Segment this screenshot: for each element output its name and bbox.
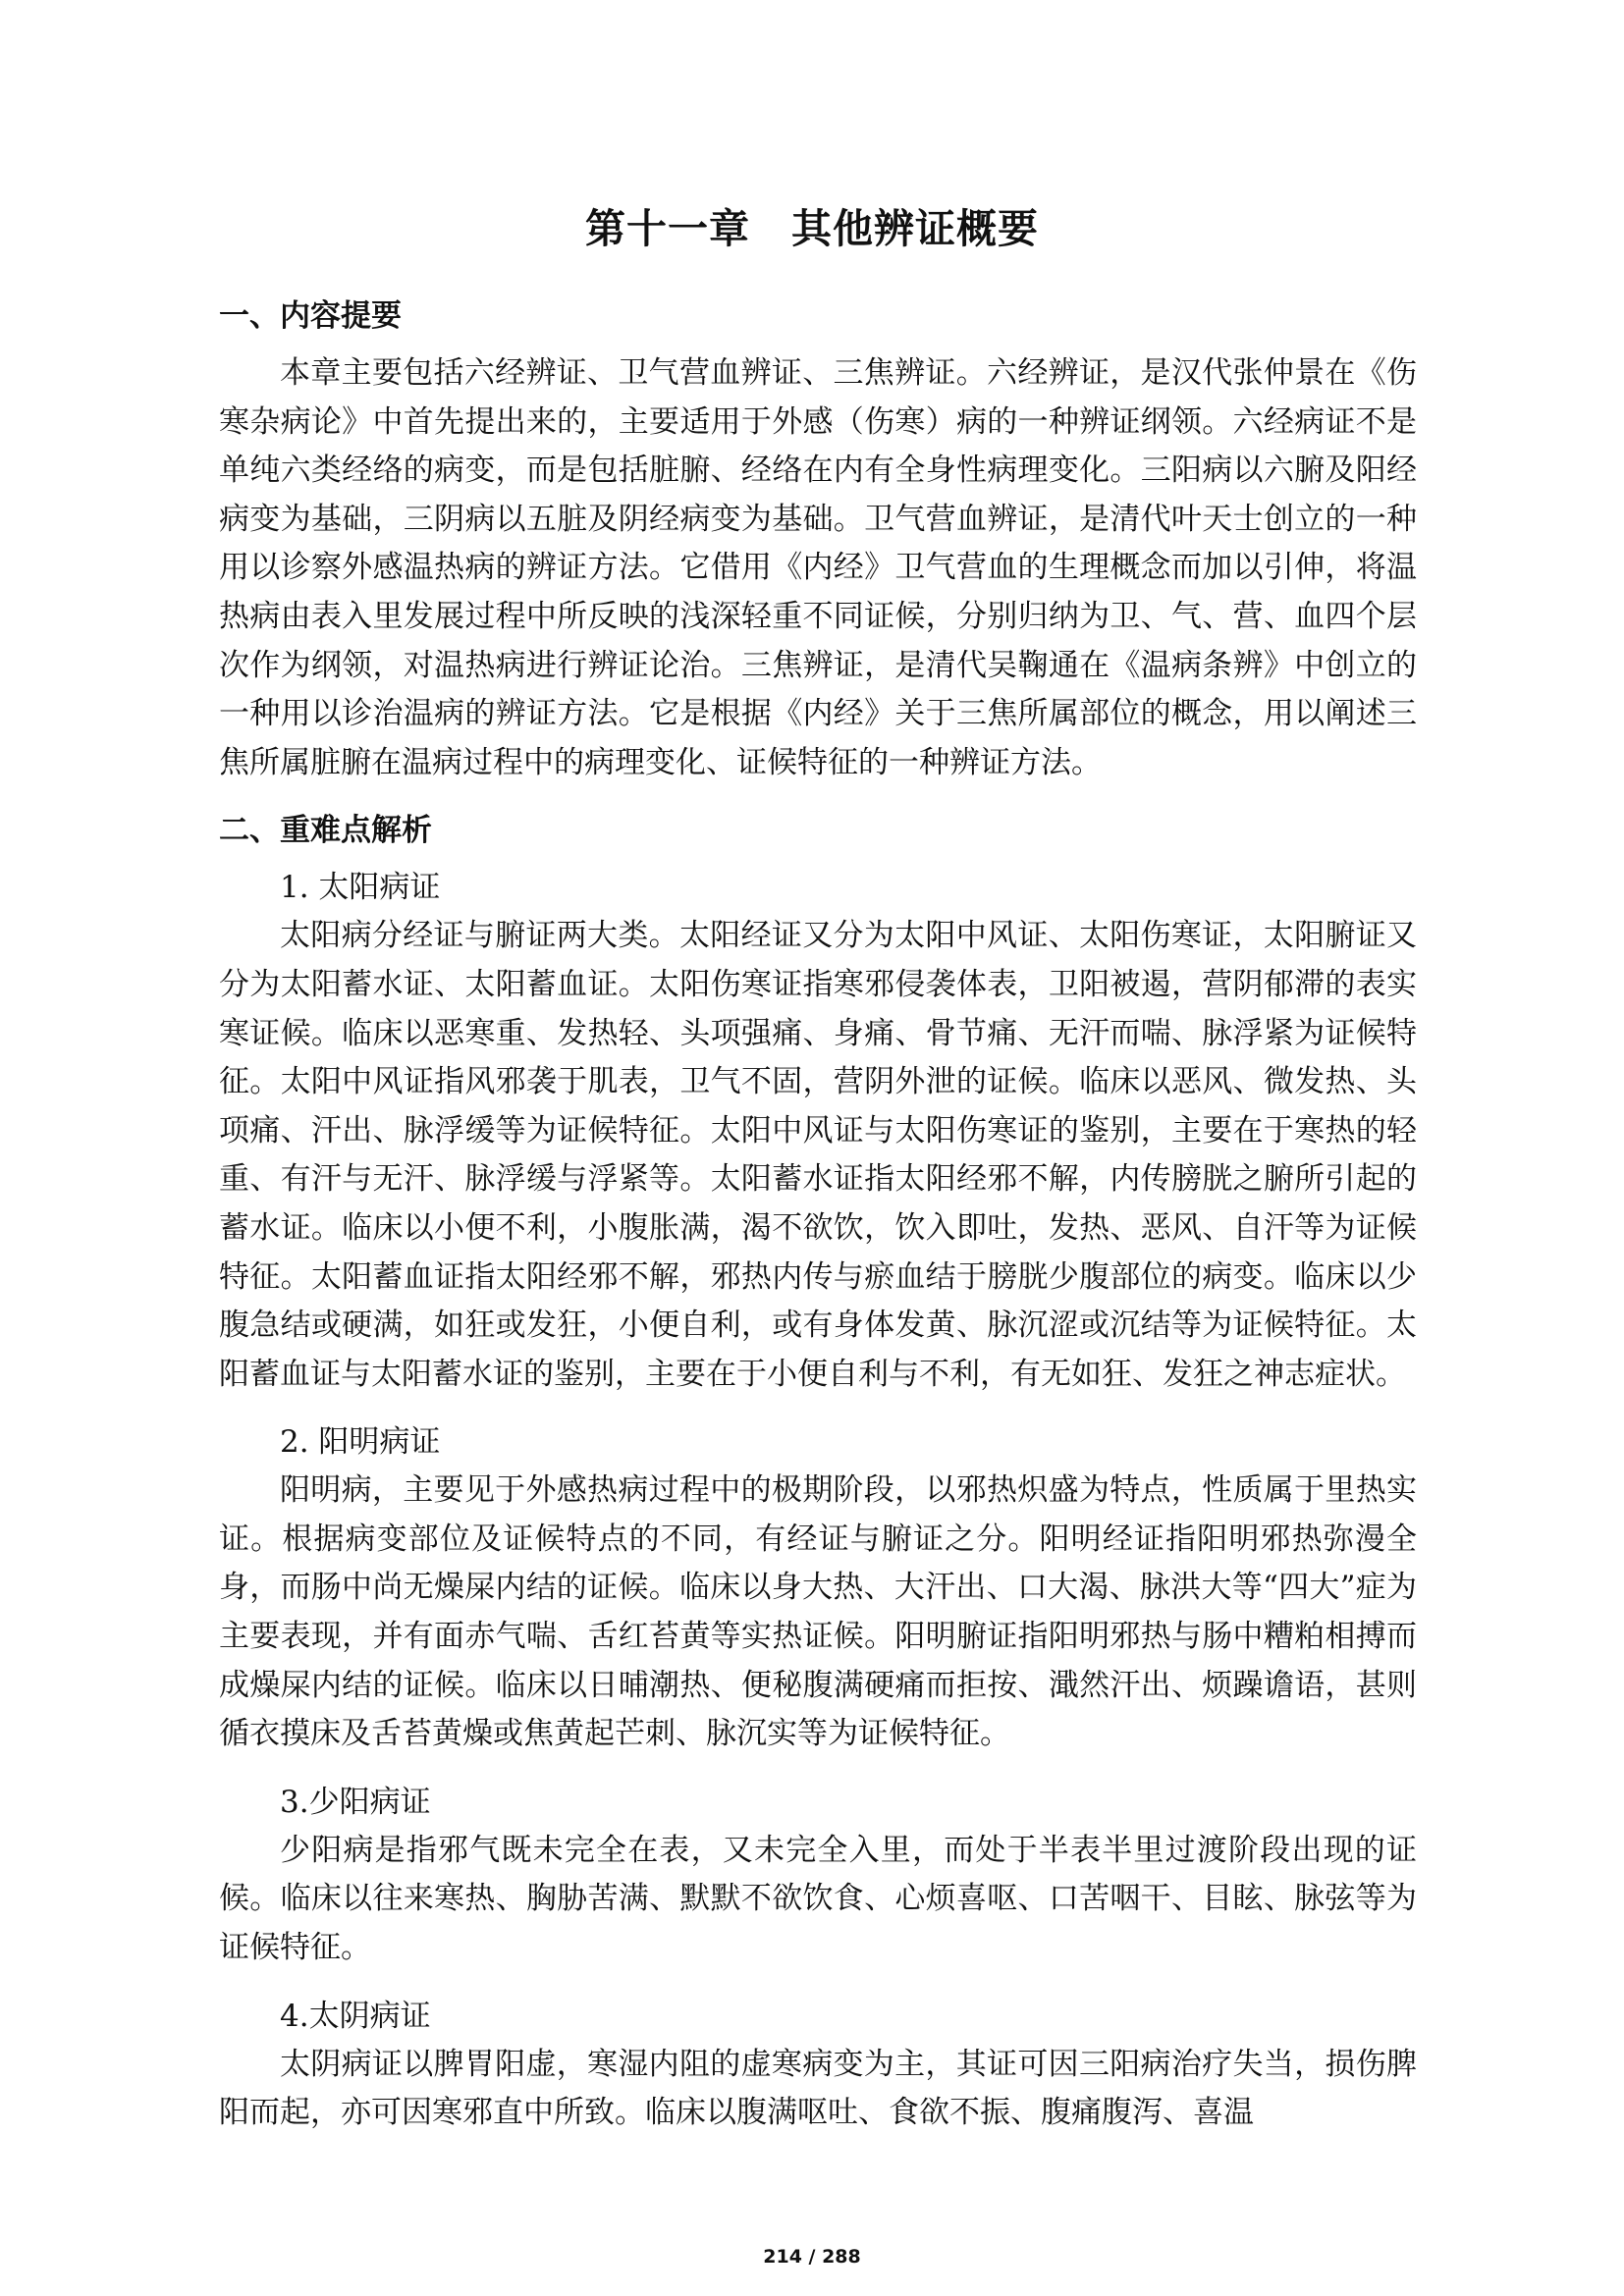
summary-paragraph: 本章主要包括六经辨证、卫气营血辨证、三焦辨证。六经辨证，是汉代张仲景在《伤寒杂病论》中首先提出来的，主要适用于外感（伤寒）病的一种辨证纲领。六经病证不是单纯六类经络的病变，而是包括脏腑、经络在内有全身性病理变化。三阳病以六腑及阳经病变为基础，三阴病以五脏及阴经病变为基础。卫气营血辨证，是清代叶天士创立的一种用以诊察外感温热病的辨证方法。它借用《内经》卫气营血的生理概念而加以引伸，将温热病由表入里发展过程中所反映的浅深轻重不同证候，分别归纳为卫、气、营、血四个层次作为纲领，对温热病进行辨证论治。三焦辨证，是清代吴鞠通在《温病条辨》中创立的一种用以诊治温病的辨证方法。它是根据《内经》关于三焦所属部位的概念，用以阐述三焦所属脏腑在温病过程中的病理变化、证候特征的一种辨证方法。 <box>219 355 1417 780</box>
analysis-item-taiyin <box>219 1993 1417 2138</box>
section-heading-summary: 一、内容提要 <box>219 298 402 334</box>
analysis-section <box>219 807 1417 2137</box>
paragraph-taiyin: 太阴病证以脾胃阳虚，寒湿内阻的虚寒病变为主，其证可因三阳病治疗失当，损伤脾阳而起，亦可因寒邪直中所致。临床以腹满呕吐、食欲不振、腹痛腹泻、喜温 <box>219 2046 1417 2131</box>
paragraph-taiyang: 太阳病分经证与腑证两大类。太阳经证又分为太阳中风证、太阳伤寒证，太阳腑证又分为太阳蓄水证、太阳蓄血证。太阳伤寒证指寒邪侵袭体表，卫阳被遏，营阴郁滞的表实寒证候。临床以恶寒重、发热轻、头项强痛、身痛、骨节痛、无汗而喘、脉浮紧为证候特征。太阳中风证指风邪袭于肌表，卫气不固，营阴外泄的证候。临床以恶风、微发热、头项痛、汗出、脉浮缓等为证候特征。太阳中风证与太阳伤寒证的鉴别，主要在于寒热的轻重、有汗与无汗、脉浮缓与浮紧等。太阳蓄水证指太阳经邪不解，内传膀胱之腑所引起的蓄水证。临床以小便不利，小腹胀满，渴不欲饮，饮入即吐，发热、恶风、自汗等为证候特征。太阳蓄血证指太阳经邪不解，邪热内传与瘀血结于膀胱少腹部位的病变。临床以少腹急结或硬满，如狂或发狂，小便自利，或有身体发黄、脉沉涩或沉结等为证候特征。太阳蓄血证与太阳蓄水证的鉴别，主要在于小便自利与不利，有无如狂、发狂之神志症状。 <box>219 918 1417 1392</box>
analysis-item-yangming <box>219 1418 1417 1759</box>
page-number: 214 / 288 <box>763 2246 861 2268</box>
summary-section <box>219 293 1417 787</box>
sub-heading-shaoyang: 3.少阳病证 <box>280 1784 431 1820</box>
page-content <box>219 293 1417 2138</box>
paragraph-yangming: 阳明病，主要见于外感热病过程中的极期阶段，以邪热炽盛为特点，性质属于里热实证。根据病变部位及证候特点的不同，有经证与腑证之分。阳明经证指阳明邪热弥漫全身，而肠中尚无燥屎内结的证候。临床以身大热、大汗出、口大渴、脉洪大等“四大”症为主要表现，并有面赤气喘、舌红苔黄等实热证候。阳明腑证指阳明邪热与肠中糟粕相搏而成燥屎内结的证候。临床以日晡潮热、便秘腹满硬痛而拒按、濈然汗出、烦躁谵语，甚则循衣摸床及舌苔黄燥或焦黄起芒刺、脉沉实等为证候特征。 <box>219 1472 1417 1752</box>
sub-heading-taiyin: 4.太阴病证 <box>280 1998 431 2034</box>
chapter-title: 第十一章 其他辨证概要 <box>585 205 1039 252</box>
paragraph-shaoyang: 少阳病是指邪气既未完全在表，又未完全入里，而处于半表半里过渡阶段出现的证候。临床以往来寒热、胸胁苦满、默默不欲饮食、心烦喜呕、口苦咽干、目眩、脉弦等为证候特征。 <box>219 1832 1417 1966</box>
sub-heading-yangming: 2. 阳明病证 <box>280 1424 441 1461</box>
section-heading-analysis: 二、重难点解析 <box>219 813 432 849</box>
analysis-item-shaoyang <box>219 1779 1417 1973</box>
analysis-item-taiyang <box>219 864 1417 1399</box>
sub-heading-taiyang: 1. 太阳病证 <box>280 870 441 906</box>
